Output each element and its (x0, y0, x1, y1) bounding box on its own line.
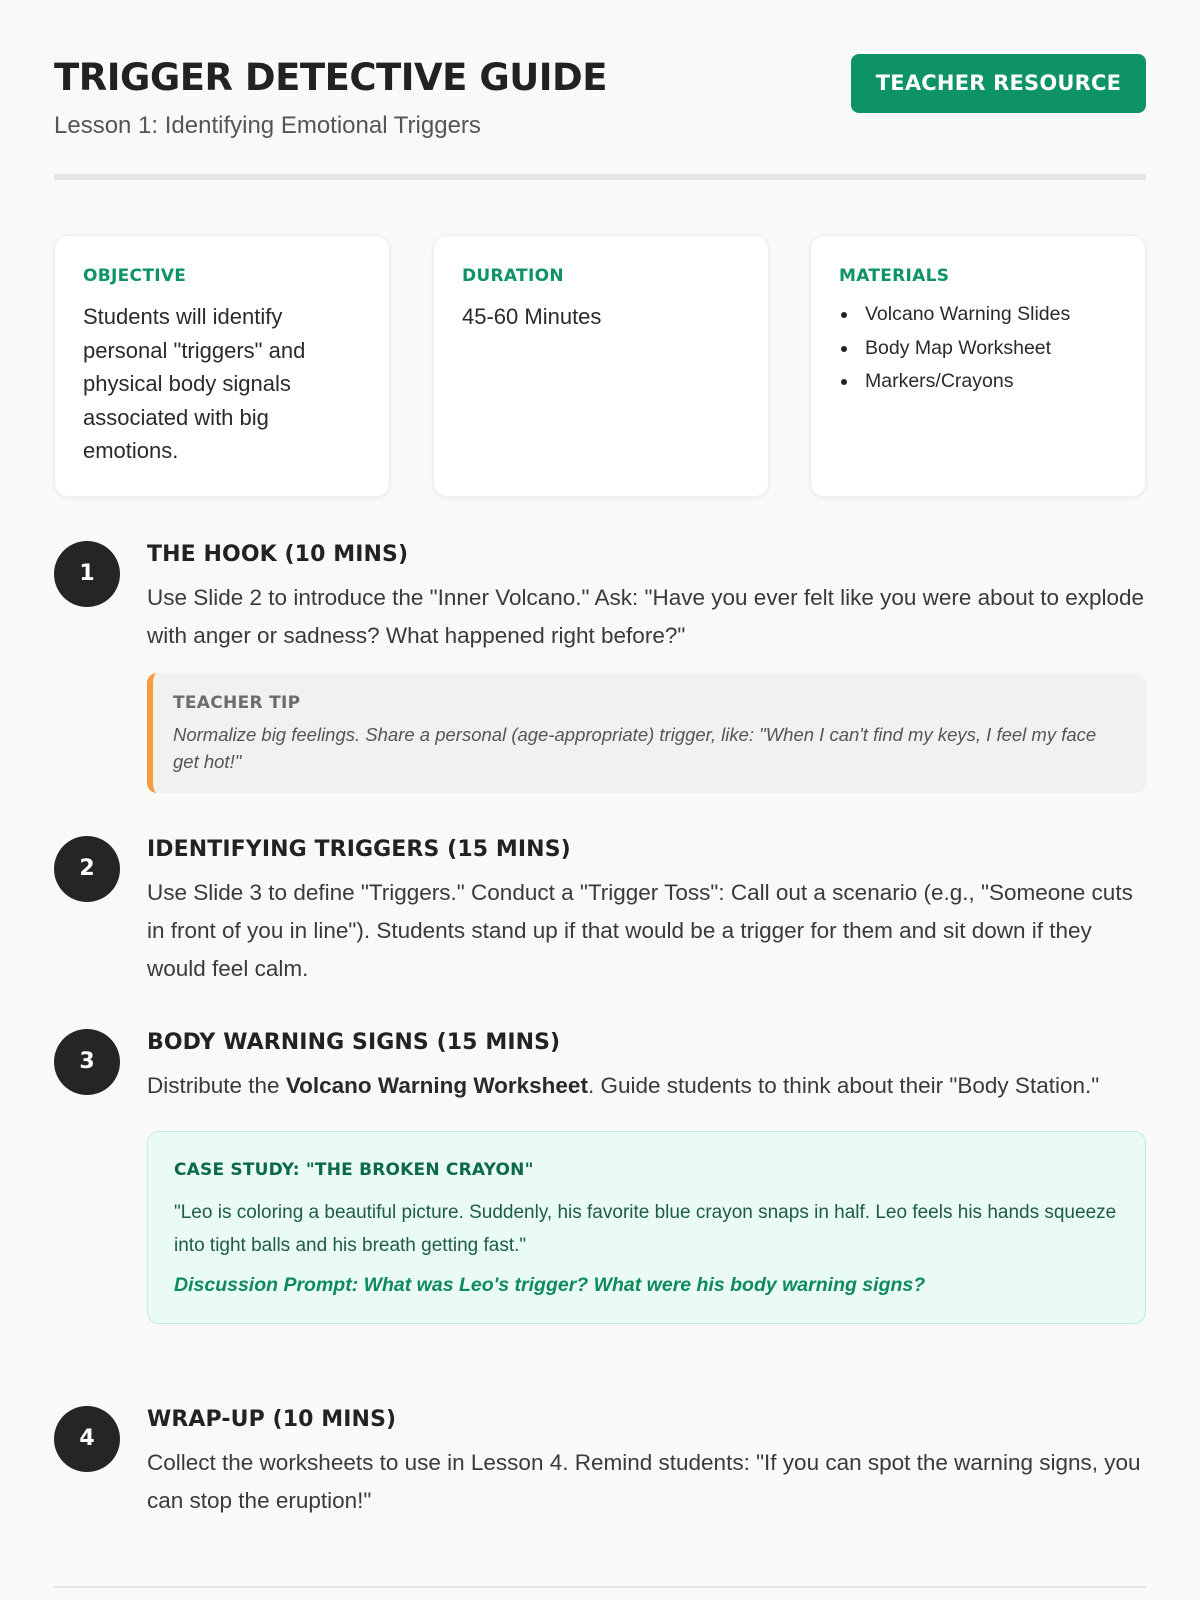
objective-label: OBJECTIVE (83, 266, 187, 286)
step-number-badge: 2 (54, 836, 120, 902)
step-text (147, 1067, 1146, 1105)
teacher-tip-label: TEACHER TIP (173, 693, 301, 713)
materials-item: Body Map Worksheet (839, 332, 1117, 366)
teacher-tip-box (147, 673, 1146, 793)
materials-card (810, 235, 1146, 497)
materials-list (839, 298, 1117, 399)
teacher-tip-text: Normalize big feelings. Share a personal (age-appropriate) trigger, like: "When I can't find my keys, I feel my face get hot!" (173, 724, 1097, 772)
case-study-label: CASE STUDY: "THE BROKEN CRAYON" (174, 1160, 534, 1180)
duration-card (433, 235, 769, 497)
case-study-box (147, 1131, 1146, 1324)
materials-item: Volcano Warning Slides (839, 298, 1117, 332)
step-text: Use Slide 2 to introduce the "Inner Volcano." Ask: "Have you ever felt like you were about to explode with anger or sadness? What happened right before?" (147, 585, 1145, 648)
step-text: Collect the worksheets to use in Lesson 4. Remind students: "If you can spot the warning signs, you can stop the eruption!" (147, 1450, 1141, 1513)
objective-card (54, 235, 390, 497)
step-text-intro: Distribute the (147, 1073, 286, 1098)
step-body (147, 1030, 1146, 1324)
step-title: IDENTIFYING TRIGGERS (15 MINS) (147, 837, 571, 862)
step-body (147, 542, 1146, 793)
duration-label: DURATION (462, 266, 564, 286)
step-title: BODY WARNING SIGNS (15 MINS) (147, 1030, 561, 1055)
overview-cards (54, 235, 1146, 497)
page-subtitle: Lesson 1: Identifying Emotional Triggers (54, 112, 481, 139)
duration-text: 45-60 Minutes (462, 304, 602, 329)
page-header (54, 0, 1146, 180)
objective-text: Students will identify personal "triggers" and physical body signals associated with big emotions. (83, 304, 306, 463)
teacher-resource-badge: TEACHER RESOURCE (851, 54, 1146, 113)
footer-divider (54, 1586, 1146, 1588)
page-title: TRIGGER DETECTIVE GUIDE (54, 56, 608, 99)
step-text: Use Slide 3 to define "Triggers." Conduct a "Trigger Toss": Call out a scenario (e.g., "Someone cuts in front of you in line"). Students stand up if that would be a trigger for them and sit down if they would feel calm. (147, 880, 1133, 981)
step-title: THE HOOK (10 MINS) (147, 542, 409, 567)
step-body (147, 837, 1146, 988)
worksheet-name: Volcano Warning Worksheet (285, 1073, 588, 1098)
materials-label: MATERIALS (839, 266, 950, 286)
materials-item: Markers/Crayons (839, 365, 1117, 399)
case-study-text: "Leo is coloring a beautiful picture. Suddenly, his favorite blue crayon snaps in half. Leo feels his hands squeeze into tight balls and his breath getting fast." (174, 1202, 1117, 1256)
step-text-rest: . Guide students to think about their "Body Station." (587, 1073, 1100, 1098)
step-number-badge: 3 (54, 1029, 120, 1095)
step-body (147, 1407, 1146, 1520)
step-title: WRAP-UP (10 MINS) (147, 1407, 397, 1432)
discussion-prompt: Discussion Prompt: What was Leo's trigger? What were his body warning signs? (174, 1274, 926, 1296)
step-number-badge: 4 (54, 1406, 120, 1472)
step-number-badge: 1 (54, 541, 120, 607)
